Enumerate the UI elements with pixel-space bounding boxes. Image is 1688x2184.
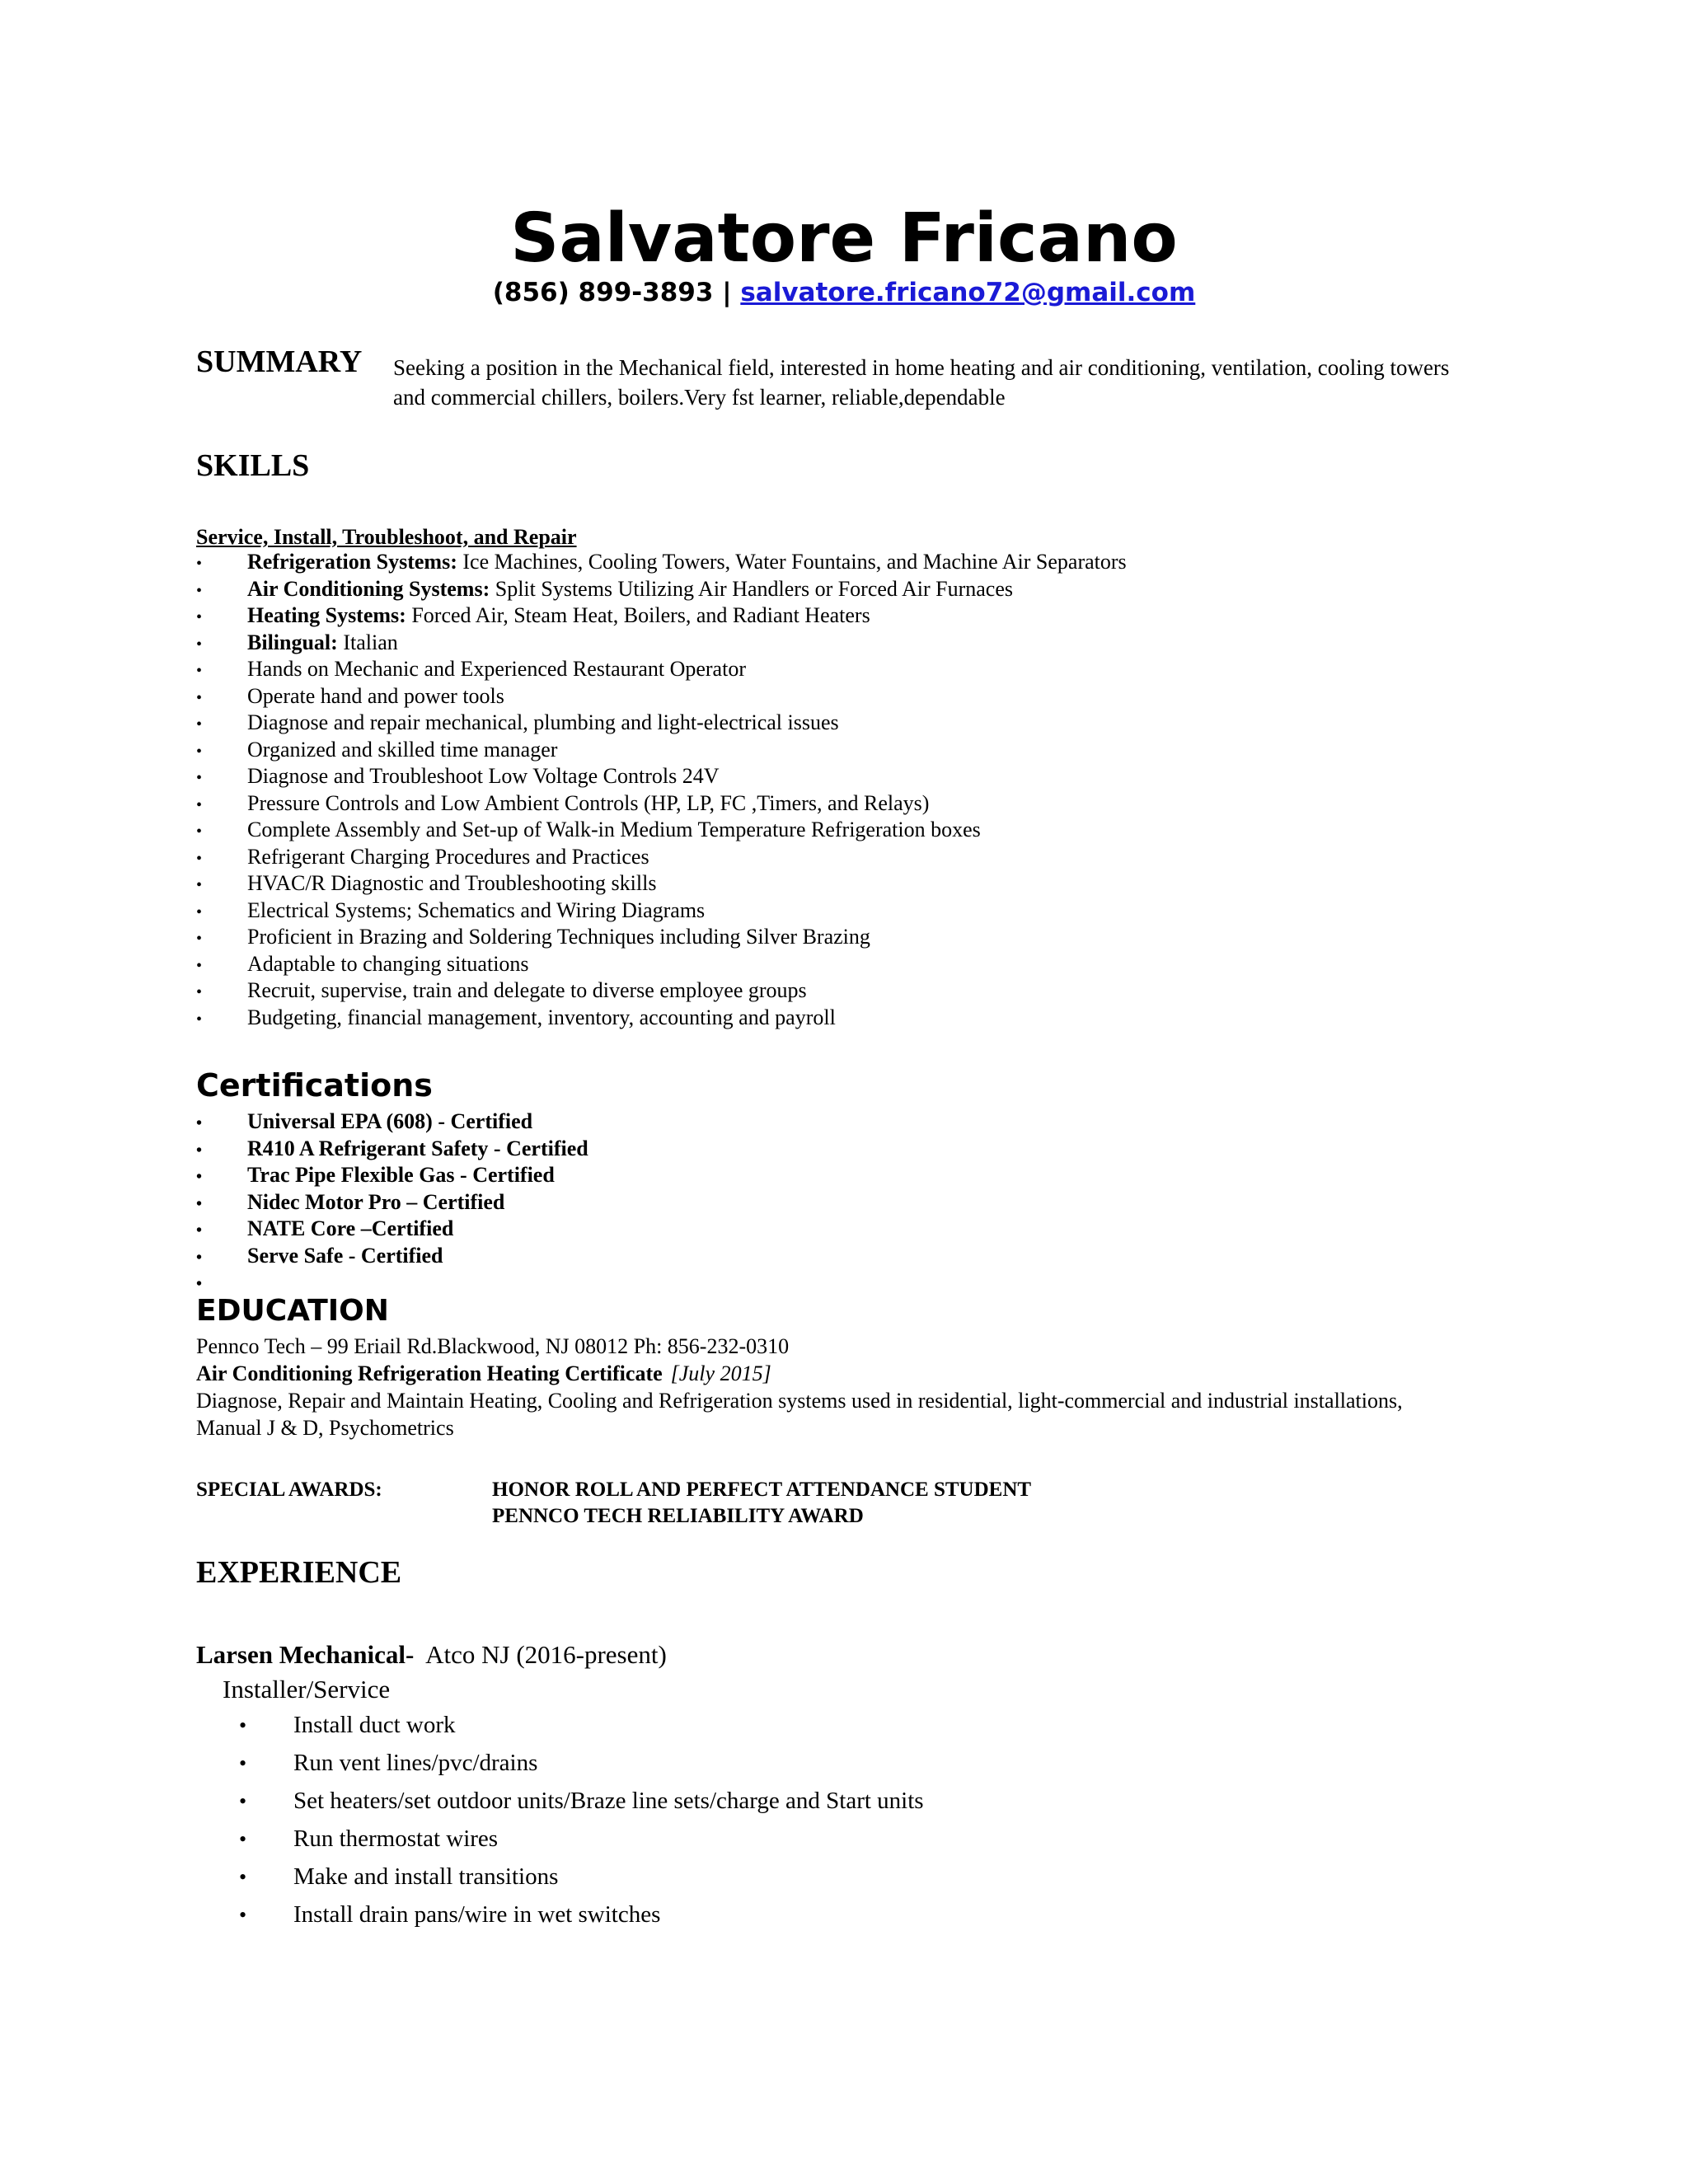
bullet-icon: • (239, 1789, 247, 1813)
duty-item: • Set heaters/set outdoor units/Braze line sets/charge and Start units (239, 1782, 924, 1820)
skill-text: Budgeting, financial management, inventory, accounting and payroll (247, 1005, 836, 1029)
skill-text: Recruit, supervise, train and delegate to diverse employee groups (247, 978, 807, 1002)
bullet-icon: • (196, 688, 203, 707)
skill-label: Heating Systems: (247, 603, 406, 627)
company-name: Larsen Mechanical- (196, 1640, 415, 1669)
education-description: Diagnose, Repair and Maintain Heating, Cooling and Refrigeration systems used in residential, light-commercial and industrial installations, Manual J & D, Psychometrics (196, 1389, 1403, 1440)
bullet-icon: • (196, 956, 203, 975)
skill-item (196, 977, 1127, 1005)
duty-item: • Install drain pans/wire in wet switches (239, 1896, 924, 1933)
certification-item: • NATE Core –Certified (196, 1216, 588, 1243)
contact-line (0, 276, 1688, 309)
certificate-title: Air Conditioning Refrigeration Heating Certificate (196, 1361, 663, 1385)
certificate-date: [July 2015] (670, 1361, 771, 1385)
bullet-icon: • (196, 983, 203, 1001)
duties-list (239, 1706, 924, 1933)
certification-item: • Serve Safe - Certified (196, 1243, 588, 1270)
bullet-icon: • (196, 1141, 203, 1160)
skill-item (196, 817, 1127, 844)
bullet-icon: • (196, 1275, 203, 1293)
bullet-icon: • (196, 876, 203, 894)
skill-text: Split Systems Utilizing Air Handlers or Forced Air Furnaces (490, 576, 1013, 601)
skill-text: Forced Air, Steam Heat, Boilers, and Radiant Heaters (406, 603, 870, 627)
skill-item (196, 683, 1127, 710)
job-location: Atco NJ (2016-present) (414, 1640, 667, 1669)
skill-text: HVAC/R Diagnostic and Troubleshooting skills (247, 871, 657, 895)
skill-text: Adaptable to changing situations (247, 951, 529, 976)
award-item: HONOR ROLL AND PERFECT ATTENDANCE STUDENT (492, 1479, 1032, 1501)
bullet-icon: • (196, 1010, 203, 1029)
skill-item (196, 1005, 1127, 1032)
certifications-heading: Certifications (196, 1067, 433, 1104)
duty-item: • Make and install transitions (239, 1858, 924, 1896)
skill-item (196, 898, 1127, 925)
bullet-icon: • (196, 555, 203, 573)
bullet-icon: • (196, 635, 203, 654)
bullet-icon: • (196, 930, 203, 948)
skill-item (196, 656, 1127, 683)
skill-text: Hands on Mechanic and Experienced Restaurant Operator (247, 657, 746, 681)
skill-label: Refrigeration Systems: (247, 550, 457, 574)
duty-item: • Run thermostat wires (239, 1820, 924, 1858)
bullet-icon: • (196, 769, 203, 787)
certificate-line (196, 1361, 771, 1386)
candidate-name: Salvatore Fricano (510, 199, 1178, 278)
bullet-icon: • (196, 608, 203, 626)
bullet-icon: • (239, 1751, 247, 1775)
duty-item: • Install duct work (239, 1706, 924, 1744)
bullet-icon: • (196, 1221, 203, 1240)
skill-text: Pressure Controls and Low Ambient Controls (HP, LP, FC ,Timers, and Relays) (247, 790, 930, 815)
skill-item (196, 924, 1127, 951)
bullet-icon: • (196, 742, 203, 761)
bullet-icon: • (196, 795, 203, 814)
experience-heading: EXPERIENCE (196, 1555, 402, 1590)
bullet-icon: • (239, 1865, 247, 1889)
job-role: Installer/Service (223, 1675, 391, 1704)
certification-item: • Nidec Motor Pro – Certified (196, 1189, 588, 1216)
education-heading: EDUCATION (196, 1294, 389, 1328)
skill-item (196, 870, 1127, 898)
skill-item (196, 576, 1127, 603)
skill-item (196, 951, 1127, 978)
bullet-icon: • (196, 581, 203, 600)
skill-item (196, 630, 1127, 657)
skill-text: Electrical Systems; Schematics and Wiring Diagrams (247, 898, 706, 922)
skill-text: Organized and skilled time manager (247, 737, 558, 762)
skill-text: Diagnose and repair mechanical, plumbing and light-electrical issues (247, 710, 839, 734)
phone-number: (856) 899-3893 | (492, 278, 732, 307)
bullet-icon: • (196, 849, 203, 868)
skill-item (196, 710, 1127, 737)
bullet-icon: • (239, 1903, 247, 1927)
email-link[interactable]: salvatore.fricano72@gmail.com (740, 278, 1196, 307)
skill-label: Air Conditioning Systems: (247, 576, 490, 601)
skill-text: Operate hand and power tools (247, 683, 504, 708)
bullet-icon: • (196, 715, 203, 733)
bullet-icon: • (239, 1713, 247, 1737)
skill-text: Proficient in Brazing and Soldering Techniques including Silver Brazing (247, 925, 870, 949)
summary-heading: SUMMARY (196, 344, 363, 379)
bullet-icon: • (196, 1194, 203, 1213)
skills-list (196, 549, 1127, 1031)
certification-item: • Universal EPA (608) - Certified (196, 1108, 588, 1136)
skill-item (196, 549, 1127, 576)
skill-label: Bilingual: (247, 630, 338, 654)
skill-item (196, 790, 1127, 818)
skills-heading: SKILLS (196, 448, 310, 483)
skills-subheading: Service, Install, Troubleshoot, and Repair (196, 525, 577, 549)
duty-item: • Run vent lines/pvc/drains (239, 1744, 924, 1782)
certification-item: • R410 A Refrigerant Safety - Certified (196, 1136, 588, 1163)
skill-item (196, 602, 1127, 630)
summary-text: Seeking a position in the Mechanical field, interested in home heating and air conditioning, ventilation, cooling towers and commercial chillers, boilers.Very fst learner, reliable,dependable (393, 355, 1450, 410)
certifications-list (196, 1108, 588, 1296)
skill-item (196, 763, 1127, 790)
bullet-icon: • (239, 1827, 247, 1851)
awards-label: SPECIAL AWARDS: (196, 1479, 382, 1501)
bullet-icon: • (196, 1248, 203, 1267)
skill-item (196, 844, 1127, 871)
skill-text: Diagnose and Troubleshoot Low Voltage Controls 24V (247, 764, 720, 788)
award-item: PENNCO TECH RELIABILITY AWARD (492, 1505, 864, 1527)
skill-text: Refrigerant Charging Procedures and Practices (247, 844, 649, 869)
bullet-icon: • (196, 1168, 203, 1186)
certification-item: • Trac Pipe Flexible Gas - Certified (196, 1162, 588, 1189)
certification-item (196, 1269, 588, 1296)
skill-item (196, 737, 1127, 764)
bullet-icon: • (196, 823, 203, 841)
bullet-icon: • (196, 662, 203, 680)
job-header (196, 1640, 667, 1670)
skill-text: Italian (337, 630, 398, 654)
skill-text: Ice Machines, Cooling Towers, Water Fountains, and Machine Air Separators (457, 550, 1127, 574)
school-line: Pennco Tech – 99 Eriail Rd.Blackwood, NJ 08012 Ph: 856-232-0310 (196, 1334, 790, 1358)
bullet-icon: • (196, 902, 203, 921)
bullet-icon: • (196, 1114, 203, 1132)
skill-text: Complete Assembly and Set-up of Walk-in Medium Temperature Refrigeration boxes (247, 818, 981, 841)
